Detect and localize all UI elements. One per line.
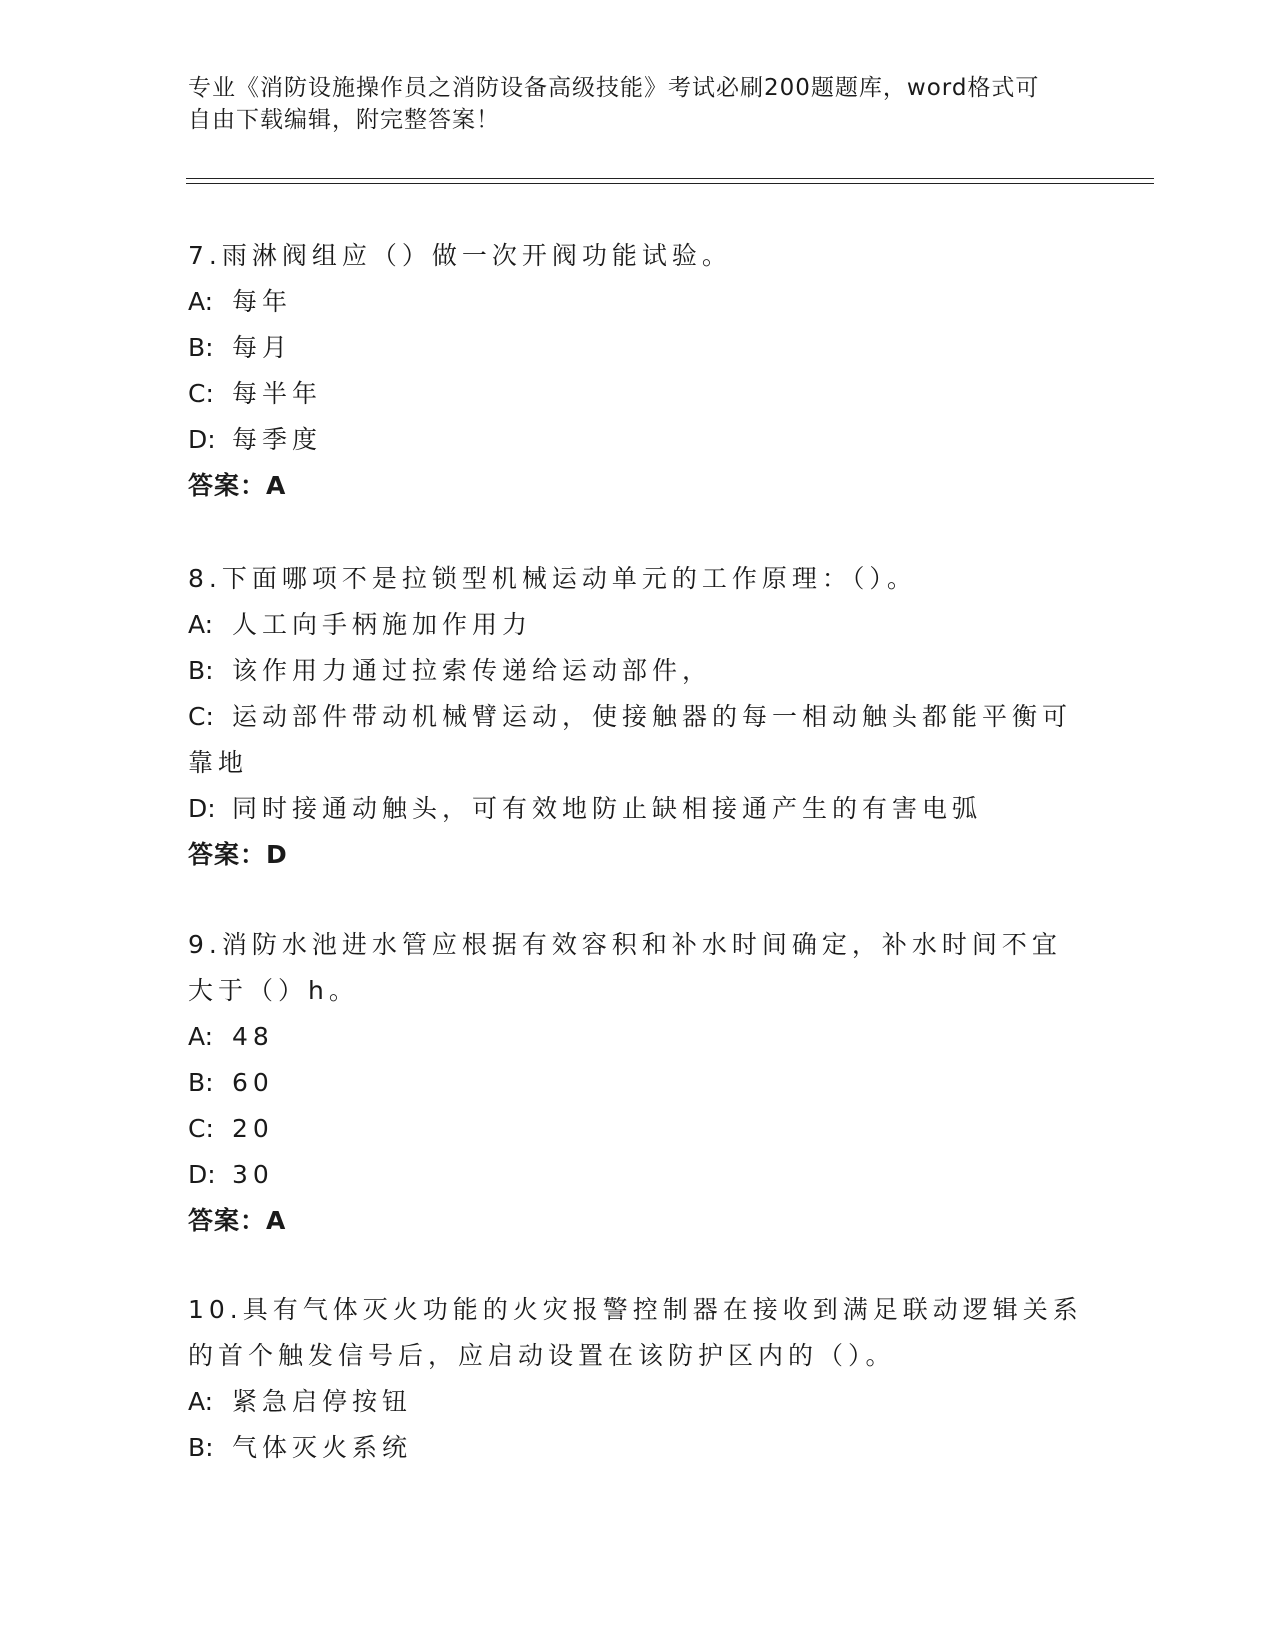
option-text: 48 <box>232 1022 274 1051</box>
option-letter: D: <box>188 794 216 823</box>
document-header <box>188 72 1068 136</box>
option-letter: B: <box>188 333 214 362</box>
option-letter: C: <box>188 1114 214 1143</box>
option-text: 人工向手柄施加作用力 <box>232 610 533 639</box>
option-d <box>188 1152 1088 1198</box>
option-text: 每月 <box>232 333 293 362</box>
option-text: 运动部件带动机械臂运动，使接触器的每一相动触头都能平衡可靠地 <box>188 702 1073 777</box>
option-text: 同时接通动触头，可有效地防止缺相接通产生的有害电弧 <box>232 794 983 823</box>
option-letter: D: <box>188 425 216 454</box>
option-text: 每年 <box>232 287 293 316</box>
header-line-2: 自由下载编辑，附完整答案！ <box>188 107 500 133</box>
option-d <box>188 417 1088 463</box>
option-letter: A: <box>188 1022 214 1051</box>
option-a <box>188 1379 1088 1425</box>
answer-line: 答案：D <box>188 840 288 869</box>
question-stem: 10.具有气体灭火功能的火灾报警控制器在接收到满足联动逻辑关系的首个触发信号后，应启动设置在该防护区内的（）。 <box>188 1295 1083 1370</box>
option-a <box>188 602 1088 648</box>
question-stem: 8.下面哪项不是拉锁型机械运动单元的工作原理：（）。 <box>188 564 917 593</box>
option-text: 该作用力通过拉索传递给运动部件， <box>232 656 713 685</box>
option-b <box>188 648 1088 694</box>
question-stem: 9.消防水池进水管应根据有效容积和补水时间确定，补水时间不宜大于（）h。 <box>188 930 1062 1005</box>
option-letter: C: <box>188 702 214 731</box>
question-9 <box>188 922 1088 1244</box>
header-line-1: 专业《消防设施操作员之消防设备高级技能》考试必刷200题题库，word格式可 <box>188 75 1040 101</box>
option-text: 每半年 <box>232 379 323 408</box>
option-a <box>188 279 1088 325</box>
answer-line: 答案：A <box>188 1206 287 1235</box>
option-b <box>188 1425 1088 1471</box>
option-letter: A: <box>188 1387 214 1416</box>
option-text: 30 <box>232 1160 274 1189</box>
option-letter: D: <box>188 1160 216 1189</box>
question-10 <box>188 1287 1088 1471</box>
option-b <box>188 325 1088 371</box>
option-c <box>188 1106 1088 1152</box>
option-letter: A: <box>188 610 214 639</box>
option-letter: B: <box>188 656 214 685</box>
option-text: 60 <box>232 1068 274 1097</box>
option-text: 气体灭火系统 <box>232 1433 413 1462</box>
answer-line: 答案：A <box>188 471 287 500</box>
option-text: 20 <box>232 1114 274 1143</box>
option-letter: B: <box>188 1068 214 1097</box>
option-a <box>188 1014 1088 1060</box>
question-8 <box>188 556 1088 878</box>
option-b <box>188 1060 1088 1106</box>
option-letter: A: <box>188 287 214 316</box>
option-letter: B: <box>188 1433 214 1462</box>
option-c <box>188 694 1088 786</box>
question-7 <box>188 233 1088 509</box>
header-divider-bottom <box>186 183 1154 184</box>
option-text: 紧急启停按钮 <box>232 1387 413 1416</box>
option-d <box>188 786 1088 832</box>
option-letter: C: <box>188 379 214 408</box>
option-c <box>188 371 1088 417</box>
question-stem: 7.雨淋阀组应（）做一次开阀功能试验。 <box>188 241 732 270</box>
header-divider-top <box>186 178 1154 179</box>
option-text: 每季度 <box>232 425 323 454</box>
